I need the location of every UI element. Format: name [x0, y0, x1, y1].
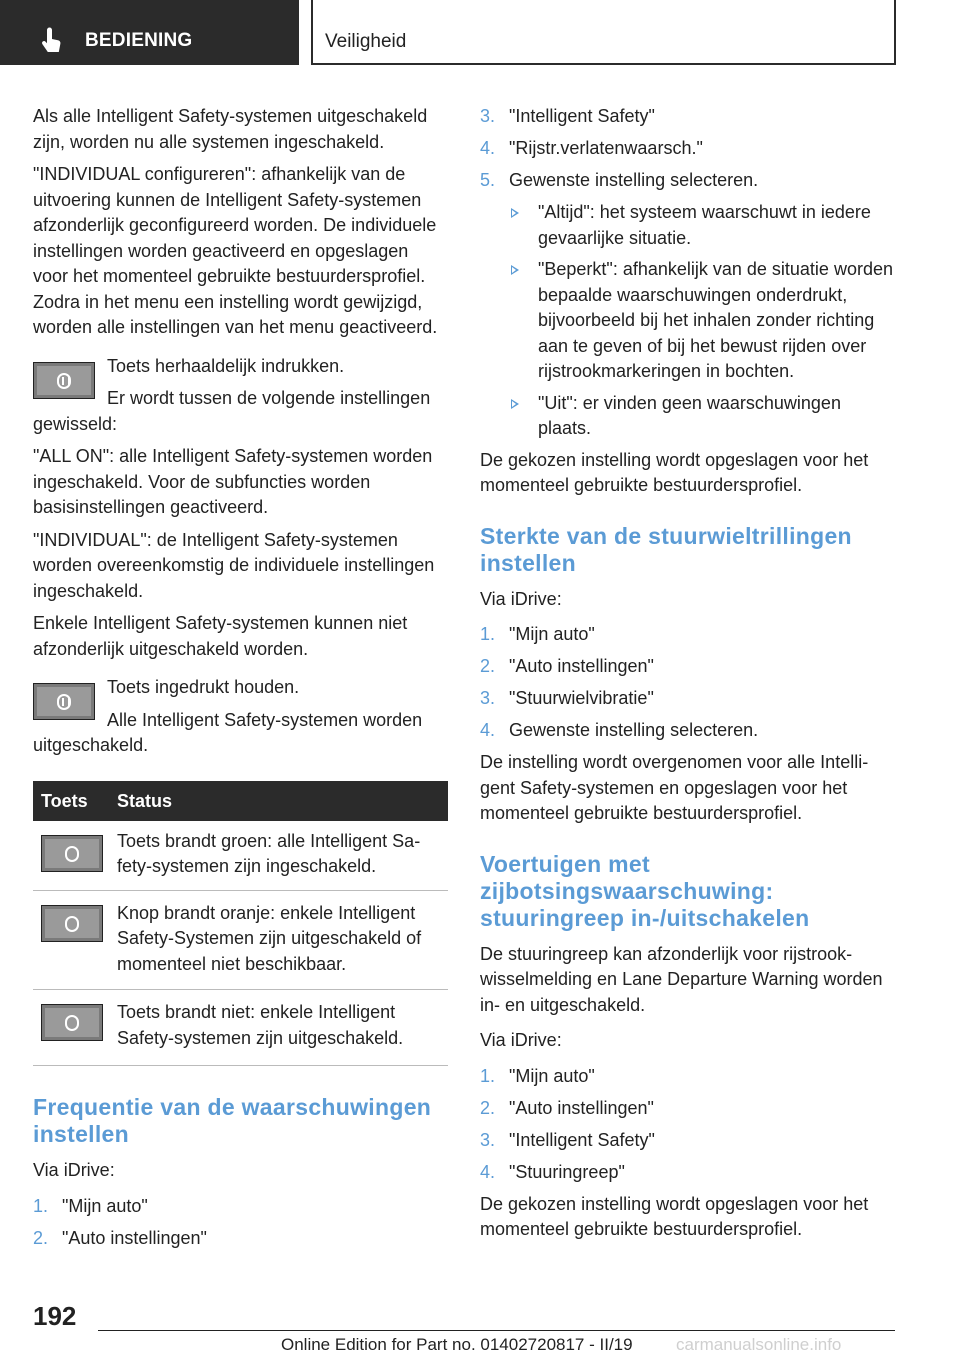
step-text: Gewenste instelling selecteren.	[509, 170, 759, 190]
table-row	[33, 821, 448, 891]
option-text: "Uit": er vinden geen waarschuwingen plaats.	[538, 392, 841, 438]
paragraph: De gekozen instelling wordt opgeslagen voor het momenteel gebruikte bestuurdersprofiel.	[480, 449, 869, 495]
step-number: 4.	[480, 138, 496, 158]
step-text: "Auto instellingen"	[509, 656, 654, 676]
list-item	[33, 1194, 448, 1220]
key-action: Toets herhaaldelijk indrukken.	[107, 355, 345, 376]
triangle-bullet-icon	[511, 399, 519, 409]
list-item	[480, 168, 895, 194]
paragraph: De instelling wordt overgenomen voor alle Intelligent Safety-systemen en opgeslagen voor het momenteel gebruikte bestuurdersprofiel.	[480, 752, 869, 823]
safety-button-icon	[41, 835, 103, 872]
step-list	[480, 104, 895, 194]
page-number: 192	[33, 1301, 77, 1331]
list-item	[480, 654, 895, 680]
safety-button-icon	[33, 362, 95, 399]
safety-button-icon	[41, 905, 103, 942]
step-text: "Stuurwielvibratie"	[509, 688, 654, 708]
option-item	[480, 257, 895, 385]
paragraph: "INDIVIDUAL": de Intelligent Safety-systemen worden overeenkomstig de individuele instellingen ingeschakeld.	[33, 529, 435, 601]
chapter-title: Veiligheid	[325, 31, 407, 52]
footer-divider	[98, 1330, 895, 1331]
paragraph: De gekozen instelling wordt opgeslagen voor het momenteel gebruikte bestuurdersprofiel.	[480, 1193, 869, 1239]
right-column	[480, 104, 895, 1250]
step-text: "Intelligent Safety"	[509, 1129, 655, 1150]
step-list	[480, 622, 895, 744]
option-text: "Beperkt": afhankelijk van de situatie worden bepaalde waarschuwingen onderdrukt, bijvoorbeeld bij het inhalen zonder richting aan te geven of bij het bewust rijden over rijstrookmarkeringen in bochten.	[538, 259, 893, 381]
paragraph: Enkele Intelligent Safety-systemen kunnen niet afzonderlijk uitgeschakeld worden.	[33, 613, 408, 659]
key-result: Alle Intelligent Safety-systemen worden uitgeschakeld.	[33, 709, 423, 755]
step-text: "Mijn auto"	[509, 1065, 595, 1086]
step-number: 3.	[480, 1129, 496, 1150]
list-item	[480, 686, 895, 712]
hand-touch-icon	[36, 26, 68, 56]
step-number: 3.	[480, 688, 496, 708]
section-tab	[0, 0, 299, 65]
step-number: 4.	[480, 720, 496, 740]
step-number: 1.	[480, 1065, 496, 1086]
list-item	[480, 104, 895, 130]
step-number: 4.	[480, 1161, 496, 1182]
key-instruction	[33, 354, 448, 438]
step-text: "Auto instellingen"	[62, 1227, 207, 1248]
table-cell: Toets brandt niet: enkele Intelligent Safety-systemen zijn uitgeschakeld.	[117, 1002, 404, 1048]
list-item	[480, 136, 895, 162]
watermark: carmanualsonline.info	[676, 1335, 842, 1354]
section-title: BEDIENING	[85, 30, 193, 51]
list-item	[480, 718, 895, 744]
step-number: 1.	[480, 624, 496, 644]
via-label: Via iDrive:	[480, 1030, 562, 1050]
via-label: Via iDrive:	[480, 588, 562, 609]
list-item	[480, 1096, 895, 1122]
via-label: Via iDrive:	[33, 1160, 115, 1180]
column-header: Toets	[41, 790, 88, 811]
paragraph: "ALL ON": alle Intelligent Safety-systemen worden ingeschakeld. Voor de subfuncties worden basisinstellingen geactiveerd.	[33, 446, 433, 517]
step-list	[33, 1194, 448, 1252]
key-instruction	[33, 675, 448, 759]
step-text: "Mijn auto"	[62, 1195, 148, 1216]
paragraph: Als alle Intelligent Safety-systemen uitgeschakeld zijn, worden nu alle systemen ingeschakeld.	[33, 106, 428, 152]
left-column	[33, 104, 448, 1258]
option-text: "Altijd": het systeem waarschuwt in iedere gevaarlijke situatie.	[538, 202, 871, 248]
list-item	[480, 1128, 895, 1154]
step-text: "Auto instellingen"	[509, 1097, 654, 1118]
step-text: "Stuuringreep"	[509, 1161, 625, 1182]
list-item	[480, 622, 895, 648]
section-heading: Voertuigen met zijbotsingswaarschuwing: stuuringreep in-/uitschakelen	[480, 850, 810, 931]
edition-text: Online Edition for Part no. 01402720817 - II/19	[281, 1335, 633, 1354]
column-header: Status	[117, 790, 173, 811]
safety-button-icon	[33, 683, 95, 720]
list-item	[33, 1226, 448, 1252]
option-item	[480, 200, 895, 251]
list-item	[480, 1160, 895, 1186]
table-row	[33, 990, 448, 1066]
table-header	[33, 781, 448, 821]
step-text: "Intelligent Safety"	[509, 106, 655, 126]
step-number: 2.	[480, 1097, 496, 1118]
table-cell: Toets brandt groen: alle Intelligent Safety-systemen zijn ingeschakeld.	[117, 830, 421, 876]
triangle-bullet-icon	[511, 208, 519, 218]
triangle-bullet-icon	[511, 265, 519, 275]
paragraph: "INDIVIDUAL configureren": afhankelijk van de uitvoering kunnen de Intelligent Safety-systemen afzonderlijk geconfigureerd worden. De individuele instellingen worden geactiveerd en opgeslagen voor het momenteel gebruikte bestuurdersprofiel. Zodra in het menu een instelling wordt gewijzigd, worden alle instellingen van het menu geactiveerd.	[33, 164, 438, 337]
key-action: Toets ingedrukt houden.	[107, 677, 300, 697]
option-item	[480, 391, 895, 442]
step-number: 3.	[480, 106, 496, 126]
safety-button-icon	[41, 1004, 103, 1041]
table-cell: Knop brandt oranje: enkele Intelligent Safety-Systemen zijn uitgeschakeld of momenteel niet beschikbaar.	[117, 902, 422, 974]
list-item	[480, 1064, 895, 1090]
section-heading: Frequentie van de waarschuwingen instellen	[33, 1094, 432, 1147]
step-text: Gewenste instelling selecteren.	[509, 720, 759, 740]
step-text: "Rijstr.verlatenwaarsch."	[509, 138, 703, 158]
section-heading: Sterkte van de stuurwieltrillingen instellen	[480, 522, 852, 576]
step-number: 2.	[33, 1227, 49, 1248]
step-number: 2.	[480, 656, 496, 676]
step-list	[480, 1064, 895, 1186]
step-number: 5.	[480, 170, 496, 190]
status-table	[33, 781, 448, 1067]
step-text: "Mijn auto"	[509, 624, 595, 644]
step-number: 1.	[33, 1195, 49, 1216]
paragraph: De stuuringreep kan afzonderlijk voor rijstrookwisselmelding en Lane Departure Warning worden in- en uitgeschakeld.	[480, 943, 883, 1015]
table-row	[33, 891, 448, 991]
key-result: Er wordt tussen de volgende instellingen gewisseld:	[33, 388, 431, 434]
